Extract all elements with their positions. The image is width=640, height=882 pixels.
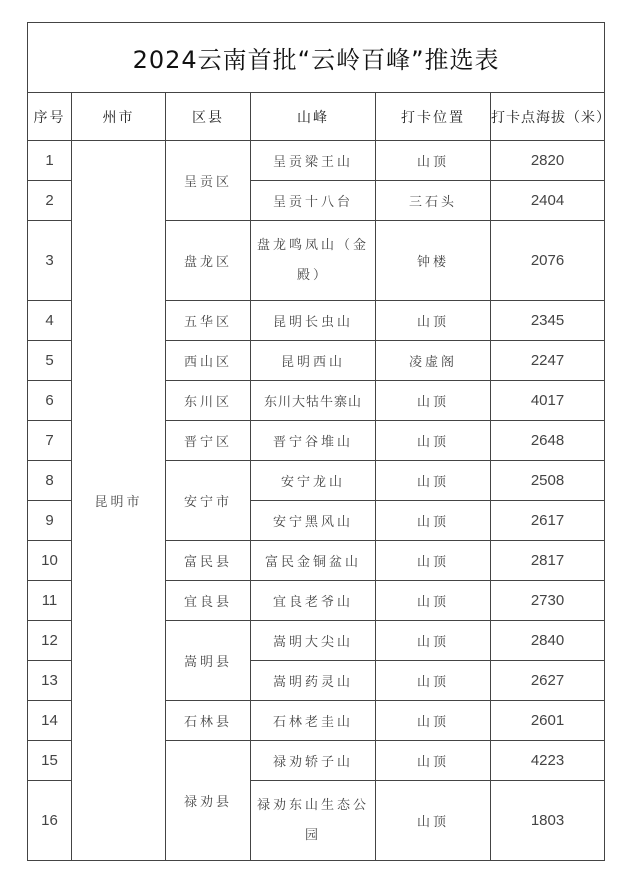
- cell-peak: 宜良老爷山: [251, 581, 376, 621]
- header-checkin-location: 打卡位置: [376, 93, 491, 141]
- cell-district: 东川区: [166, 381, 251, 421]
- cell-peak: 嵩明大尖山: [251, 621, 376, 661]
- cell-altitude: 4017: [491, 381, 605, 421]
- cell-district: 晋宁区: [166, 421, 251, 461]
- cell-location: 山顶: [376, 301, 491, 341]
- cell-peak: 安宁龙山: [251, 461, 376, 501]
- cell-district: 安宁市: [166, 461, 251, 541]
- peaks-table: [27, 22, 611, 861]
- cell-district: 盘龙区: [166, 221, 251, 301]
- cell-peak: 石林老圭山: [251, 701, 376, 741]
- cell-altitude: 2617: [491, 501, 605, 541]
- cell-location: 山顶: [376, 501, 491, 541]
- cell-altitude: 1803: [491, 781, 605, 861]
- cell-location: 山顶: [376, 621, 491, 661]
- cell-peak: 安宁黑风山: [251, 501, 376, 541]
- cell-index: 3: [28, 221, 72, 301]
- cell-index: 9: [28, 501, 72, 541]
- cell-location: 山顶: [376, 581, 491, 621]
- cell-index: 15: [28, 741, 72, 781]
- cell-location: 山顶: [376, 541, 491, 581]
- cell-district: 嵩明县: [166, 621, 251, 701]
- cell-index: 2: [28, 181, 72, 221]
- cell-location: 钟楼: [376, 221, 491, 301]
- cell-altitude: 2820: [491, 141, 605, 181]
- header-city: 州市: [72, 93, 166, 141]
- cell-altitude: 2840: [491, 621, 605, 661]
- header-altitude: 打卡点海拔（米）: [491, 93, 605, 141]
- cell-district: 五华区: [166, 301, 251, 341]
- cell-peak: 嵩明药灵山: [251, 661, 376, 701]
- table-title: 2024云南首批“云岭百峰”推选表: [28, 23, 605, 93]
- cell-index: 7: [28, 421, 72, 461]
- cell-altitude: 2648: [491, 421, 605, 461]
- cell-district: 呈贡区: [166, 141, 251, 221]
- cell-altitude: 2817: [491, 541, 605, 581]
- cell-location: 凌虚阁: [376, 341, 491, 381]
- cell-location: 山顶: [376, 141, 491, 181]
- cell-district: 富民县: [166, 541, 251, 581]
- cell-index: 4: [28, 301, 72, 341]
- cell-location: 山顶: [376, 461, 491, 501]
- cell-location: 山顶: [376, 381, 491, 421]
- cell-index: 8: [28, 461, 72, 501]
- header-district: 区县: [166, 93, 251, 141]
- cell-peak: 昆明西山: [251, 341, 376, 381]
- cell-location: 山顶: [376, 701, 491, 741]
- cell-peak: 晋宁谷堆山: [251, 421, 376, 461]
- cell-location: 三石头: [376, 181, 491, 221]
- cell-index: 13: [28, 661, 72, 701]
- cell-peak: 东川大牯牛寨山: [251, 381, 376, 421]
- cell-index: 5: [28, 341, 72, 381]
- cell-peak: 禄劝轿子山: [251, 741, 376, 781]
- cell-peak: 昆明长虫山: [251, 301, 376, 341]
- cell-altitude: 2601: [491, 701, 605, 741]
- cell-district: 西山区: [166, 341, 251, 381]
- cell-altitude: 2730: [491, 581, 605, 621]
- cell-district: 石林县: [166, 701, 251, 741]
- cell-index: 14: [28, 701, 72, 741]
- header-row: [28, 93, 605, 141]
- cell-altitude: 4223: [491, 741, 605, 781]
- cell-city: 昆明市: [72, 141, 166, 861]
- cell-peak: 呈贡梁王山: [251, 141, 376, 181]
- cell-peak: 禄劝东山生态公园: [251, 781, 376, 861]
- header-peak: 山峰: [251, 93, 376, 141]
- cell-altitude: 2076: [491, 221, 605, 301]
- cell-peak: 盘龙鸣凤山（金殿）: [251, 221, 376, 301]
- cell-index: 10: [28, 541, 72, 581]
- cell-district: 禄劝县: [166, 741, 251, 861]
- cell-index: 16: [28, 781, 72, 861]
- cell-peak: 富民金铜盆山: [251, 541, 376, 581]
- cell-index: 6: [28, 381, 72, 421]
- cell-altitude: 2627: [491, 661, 605, 701]
- header-index: 序号: [28, 93, 72, 141]
- cell-altitude: 2508: [491, 461, 605, 501]
- cell-peak: 呈贡十八台: [251, 181, 376, 221]
- cell-index: 1: [28, 141, 72, 181]
- cell-altitude: 2345: [491, 301, 605, 341]
- cell-index: 12: [28, 621, 72, 661]
- cell-altitude: 2247: [491, 341, 605, 381]
- table-row: [28, 141, 605, 181]
- cell-district: 宜良县: [166, 581, 251, 621]
- cell-location: 山顶: [376, 781, 491, 861]
- cell-location: 山顶: [376, 661, 491, 701]
- cell-altitude: 2404: [491, 181, 605, 221]
- cell-index: 11: [28, 581, 72, 621]
- cell-location: 山顶: [376, 741, 491, 781]
- cell-location: 山顶: [376, 421, 491, 461]
